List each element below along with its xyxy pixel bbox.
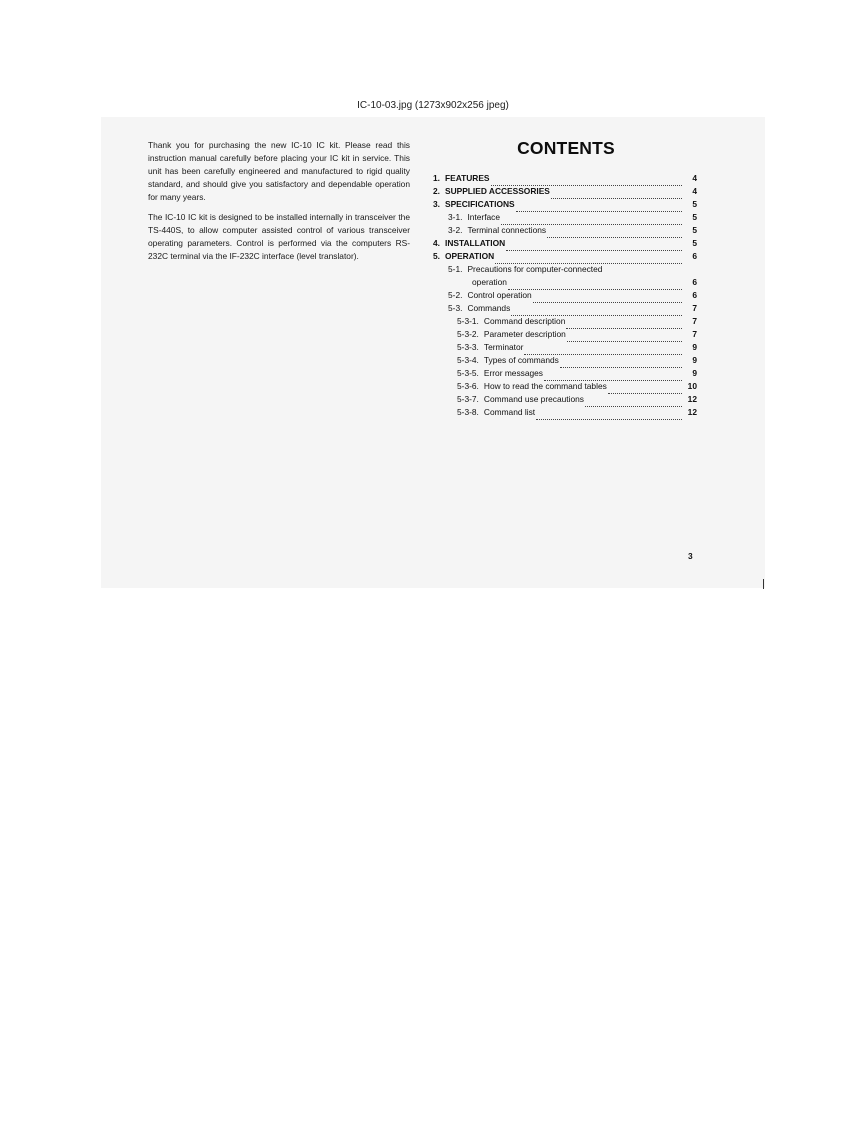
toc-leader-dots [547, 228, 682, 238]
toc-entry-number: 5-3-1. [457, 316, 479, 326]
toc-entry-label: Parameter description [483, 329, 566, 339]
toc-entry-label: How to read the command tables [483, 381, 607, 391]
toc-entry-number: 3-2. [448, 225, 463, 235]
toc-leader-dots [544, 371, 682, 381]
toc-leader-dots [566, 319, 682, 329]
toc-entry [433, 289, 697, 302]
toc-entry [433, 172, 697, 185]
toc-leader-dots [533, 293, 682, 303]
toc-leader-dots [567, 332, 682, 342]
toc-entry-number: 5-2. [448, 290, 463, 300]
toc-entry [433, 367, 697, 380]
toc-entry-page: 5 [692, 212, 697, 222]
toc-entry-label: OPERATION [445, 251, 495, 261]
toc-entry [433, 250, 697, 263]
toc-entry-label: SUPPLIED ACCESSORIES [445, 186, 550, 196]
toc-entry-label: Terminator [483, 342, 524, 352]
toc-entry-number: 5-3-8. [457, 407, 479, 417]
toc-entry-number: 5-3. [448, 303, 463, 313]
toc-entry-page: 4 [692, 186, 697, 196]
toc-entry [433, 406, 697, 419]
page-number: 3 [688, 551, 693, 561]
scan-edge-mark [763, 579, 764, 589]
toc-entry-number: 5-3-3. [457, 342, 479, 352]
toc-entry-continuation [433, 276, 697, 289]
toc-entry [433, 380, 697, 393]
toc-leader-dots [501, 215, 682, 225]
file-caption: IC-10-03.jpg (1273x902x256 jpeg) [357, 100, 509, 111]
contents-title: CONTENTS [517, 138, 615, 158]
toc-entry-page: 6 [692, 290, 697, 300]
toc-entry-page: 9 [692, 355, 697, 365]
toc-entry-page: 7 [692, 316, 697, 326]
toc-entry-page: 7 [692, 303, 697, 313]
toc-entry [433, 237, 697, 250]
toc-entry-label: Interface [467, 212, 501, 222]
toc-entry-number: 5-3-6. [457, 381, 479, 391]
toc-leader-dots [608, 384, 682, 394]
toc-entry-page: 5 [692, 225, 697, 235]
intro-paragraph: The IC-10 IC kit is designed to be installed internally in transceiver the TS-440S, to allow computer assisted control of various transceiver operating parameters. Control is performed via the computers RS-232C terminal via the IF-232C interface (level translator). [148, 212, 410, 261]
toc-entry-label: Command use precautions [483, 394, 584, 404]
toc-entry-number: 5-3-2. [457, 329, 479, 339]
toc-entry [433, 224, 697, 237]
toc-entry-label: Error messages [483, 368, 543, 378]
toc-entry-label: INSTALLATION [445, 238, 506, 248]
toc-entry-page: 9 [692, 368, 697, 378]
toc-entry-number: 3. [433, 199, 440, 209]
toc-leader-dots [511, 306, 682, 316]
toc-entry [433, 263, 697, 276]
toc-leader-dots [508, 280, 682, 290]
toc-leader-dots [516, 202, 682, 212]
toc-leader-dots [585, 397, 682, 407]
toc-entry-number: 4. [433, 238, 440, 248]
toc-entry-number: 5-3-5. [457, 368, 479, 378]
toc-entry-number: 2. [433, 186, 440, 196]
toc-entry-label: Precautions for computer-connected [467, 264, 603, 274]
toc-entry-number: 5-1. [448, 264, 463, 274]
toc-leader-dots [551, 189, 682, 199]
toc-entry-label: Types of commands [483, 355, 559, 365]
toc-entry [433, 198, 697, 211]
toc-leader-dots [536, 410, 682, 420]
toc-entry-page: 6 [692, 251, 697, 261]
intro-paragraph: Thank you for purchasing the new IC-10 IC kit. Please read this instruction manual carefully before placing your IC kit in service. This unit has been carefully engineered and manufactured to rigid quality standard, and should give you satisfactory and dependable operation for many years. [148, 140, 410, 202]
toc-entry-label: Command description [483, 316, 566, 326]
toc-leader-dots [495, 254, 682, 264]
toc-entry-label: operation [472, 277, 507, 287]
toc-entry-label: Control operation [467, 290, 532, 300]
toc-entry-page: 6 [692, 277, 697, 287]
toc-entry-page: 7 [692, 329, 697, 339]
toc-entry [433, 302, 697, 315]
toc-entry [433, 315, 697, 328]
toc-entry-label: SPECIFICATIONS [445, 199, 515, 209]
toc-entry-number: 5. [433, 251, 440, 261]
toc-entry-page: 5 [692, 199, 697, 209]
toc-leader-dots [524, 345, 682, 355]
toc-entry [433, 393, 697, 406]
toc-leader-dots [506, 241, 682, 251]
toc-entry-page: 12 [687, 407, 697, 417]
toc-entry-number: 3-1. [448, 212, 463, 222]
toc-entry [433, 354, 697, 367]
toc-entry-page: 5 [692, 238, 697, 248]
toc-entry-label: FEATURES [445, 173, 490, 183]
toc-entry-number: 1. [433, 173, 440, 183]
toc-entry-label: Commands [467, 303, 511, 313]
toc-entry-label: Command list [483, 407, 536, 417]
toc-entry-label: Terminal connections [467, 225, 547, 235]
toc-entry-page: 12 [687, 394, 697, 404]
toc-leader-dots [491, 176, 682, 186]
toc-entry [433, 185, 697, 198]
intro-text [148, 139, 410, 270]
toc-entry-page: 10 [687, 381, 697, 391]
toc-entry [433, 211, 697, 224]
toc-entry-page: 9 [692, 342, 697, 352]
toc-entry [433, 341, 697, 354]
toc-entry-number: 5-3-4. [457, 355, 479, 365]
toc-leader-dots [560, 358, 682, 368]
toc-entry-page: 4 [692, 173, 697, 183]
toc-entry-number: 5-3-7. [457, 394, 479, 404]
table-of-contents [433, 172, 697, 419]
toc-entry [433, 328, 697, 341]
